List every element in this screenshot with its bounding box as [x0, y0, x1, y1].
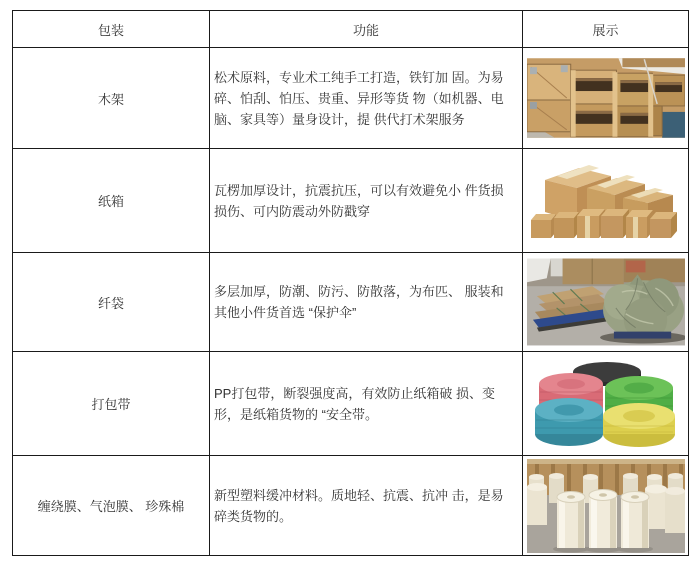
packaging-name: 木架: [13, 48, 210, 149]
table-row-cushioning: [13, 456, 689, 556]
wooden-crates-photo: [527, 58, 685, 138]
packaging-name: 纤袋: [13, 253, 210, 352]
table-row-wooden-frame: [13, 48, 689, 149]
fiber-bags-photo: [527, 258, 685, 346]
function-text: 瓦楞加厚设计，抗震抗压，可以有效避免小 件货损损伤、可内防震动外防戳穿: [210, 149, 523, 253]
header-function: 功能: [210, 11, 523, 48]
packaging-name: 打包带: [13, 352, 210, 456]
function-text: PP打包带，断裂强度高，有效防止纸箱破 损、变形，是纸箱货物的 “安全带。: [210, 352, 523, 456]
function-text: 多层加厚，防潮、防污、防散落，为布匹、 服装和其他小件货首选 “保护伞”: [210, 253, 523, 352]
cardboard-boxes-photo: [527, 158, 685, 244]
table-row-carton: [13, 149, 689, 253]
film-rolls-photo: [527, 459, 685, 553]
header-packaging: 包装: [13, 11, 210, 48]
strap-rolls-photo: [527, 358, 684, 450]
packaging-table: [12, 10, 689, 556]
header-row: [13, 11, 689, 48]
packaging-name: 纸箱: [13, 149, 210, 253]
function-text: 新型塑料缓冲材料。质地轻、抗震、抗冲 击，是易碎类货物的。: [210, 456, 523, 556]
packaging-name: 缠绕膜、气泡膜、 珍殊棉: [13, 456, 210, 556]
table-row-fiber-bag: [13, 253, 689, 352]
table-row-packing-strap: [13, 352, 689, 456]
header-display: 展示: [523, 11, 689, 48]
function-text: 松术原料，专业术工纯手工打造，铁钉加 固。为易碎、怕刮、怕压、贵重、异形等货 物（如机器、电脑、家具等）量身设计，提 供代打术架服务: [210, 48, 523, 149]
